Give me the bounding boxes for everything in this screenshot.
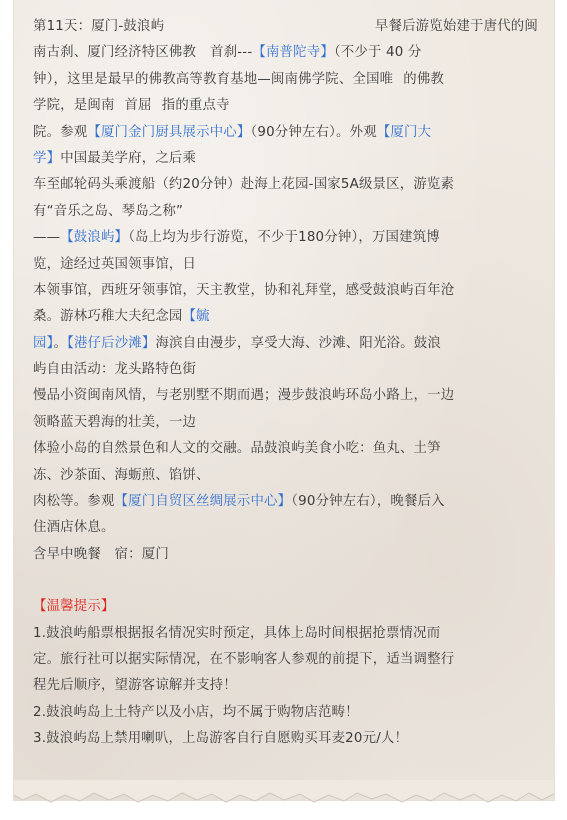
text-line [33,515,538,541]
text-span: 的佛教 [403,71,445,87]
link-nanputuo-temple[interactable]: 【南普陀寺】 [252,45,334,61]
text-span: 车至邮轮码头乘渡船（约20分钟）赴海上花园-国家5A级景区，游览素 [33,177,455,193]
tip-item [33,700,538,726]
text-span: 指的重点寺 [161,98,230,114]
link-kitchenware-center[interactable]: 【厦门金门厨具展示中心】 [87,124,251,140]
text-line [33,357,538,383]
text-line [33,93,538,119]
text-line [33,410,538,436]
text-span: 屿自由活动：龙头路特色街 [33,362,197,378]
text-span: 2.鼓浪屿岛上土特产以及小店，均不属于购物店范畴！ [33,704,359,720]
spacer [33,568,538,594]
text-span: 中国最美学府，之后乘 [60,150,197,166]
text-line [33,489,538,515]
text-span: （90分钟左右）。外观 [250,124,377,140]
link-gulangyu[interactable]: 【鼓浪屿】 [60,230,129,246]
text-span: 程先后顺序，望游客谅解并支持！ [33,678,237,694]
text-span: 领略蓝天碧海的壮美，一边 [33,414,197,430]
text-line [33,383,538,409]
day-intro: 早餐后游览始建于唐代的闽 [374,19,538,34]
text-line [33,146,538,172]
text-span: 首屈 [124,98,152,114]
text-line [33,463,538,489]
text-span: 海滨自由漫步，享受大海、沙滩、阳光浴。鼓浪 [155,335,441,351]
text-span: 。 [53,335,68,351]
text-line [33,120,538,146]
day-title: 第11天：厦门-鼓浪屿 [33,19,165,34]
text-line [33,331,538,357]
text-line [33,67,538,93]
tip-item [33,621,538,647]
itinerary-content [33,14,538,753]
text-span: —— [33,230,61,246]
text-span: 肉松等。参观 [33,494,115,510]
text-span: 院。参观 [33,124,88,140]
text-span: 含早中晚餐 宿：厦门 [33,546,169,562]
link-yuyuan-end[interactable]: 园】 [33,335,54,351]
text-line [33,40,538,66]
tip-item [33,647,538,673]
torn-paper-edge [14,780,554,820]
text-line [33,199,538,225]
text-span: 南古刹、厦门经济特区佛教 [33,45,197,61]
tips-title: 【温馨提示】 [33,599,115,615]
link-xiamen-university[interactable]: 【厦门大 [376,124,432,140]
text-span: （90分钟左右），晚餐后入 [291,494,445,510]
text-span: 定。旅行社可以据实际情况，在不影响客人参观的前提下，适当调整行 [33,651,455,667]
text-line [33,172,538,198]
text-line [33,278,538,304]
text-span: 1.鼓浪屿船票根据报名情况实时预定，具体上岛时间根据抢票情况而 [33,625,441,641]
text-line [33,304,538,330]
text-line [33,252,538,278]
text-span: 慢品小资闽南风情，与老别墅不期而遇；漫步鼓浪屿环岛小路上，一边 [33,388,455,404]
text-span: 体验小岛的自然景色和人文的交融。品鼓浪屿美食小吃：鱼丸、土笋 [33,441,441,457]
day-heading-line [33,14,538,40]
text-span: 首刹--- [210,45,253,61]
link-silk-center[interactable]: 【厦门自贸区丝绸展示中心】 [114,494,292,510]
link-gangzaihou-beach[interactable]: 【港仔后沙滩】 [67,335,156,351]
text-span: 钟），这里是最早的佛教高等教育基地—闽南佛学院、全国唯 [33,71,394,87]
text-span: 览，途经过英国领事馆，日 [33,256,197,272]
text-span: （不少于 40 分 [333,45,422,61]
meals-lodging [33,542,538,568]
link-yuyuan[interactable]: 【毓 [182,309,210,325]
text-span: 本领事馆，西班牙领事馆，天主教堂，协和礼拜堂，感受鼓浪屿百年沧 [33,282,455,298]
text-span: 学院，是闽南 [33,98,115,114]
tip-item [33,726,538,752]
link-xiamen-university-end[interactable]: 学】 [33,150,61,166]
tip-item [33,673,538,699]
text-span: 桑。游林巧稚大夫纪念园 [33,309,183,325]
text-span: 3.鼓浪屿岛上禁用喇叭，上岛游客自行自愿购买耳麦20元/人！ [33,731,409,747]
text-line [33,225,538,251]
text-span: 冻、沙茶面、海蛎煎、馅饼、 [33,467,210,483]
text-line [33,436,538,462]
text-span: 住酒店休息。 [33,520,115,536]
text-span: （岛上均为步行游览，不少于180分钟），万国建筑博 [128,230,440,246]
text-span: 有“音乐之岛、琴岛之称” [33,203,184,219]
